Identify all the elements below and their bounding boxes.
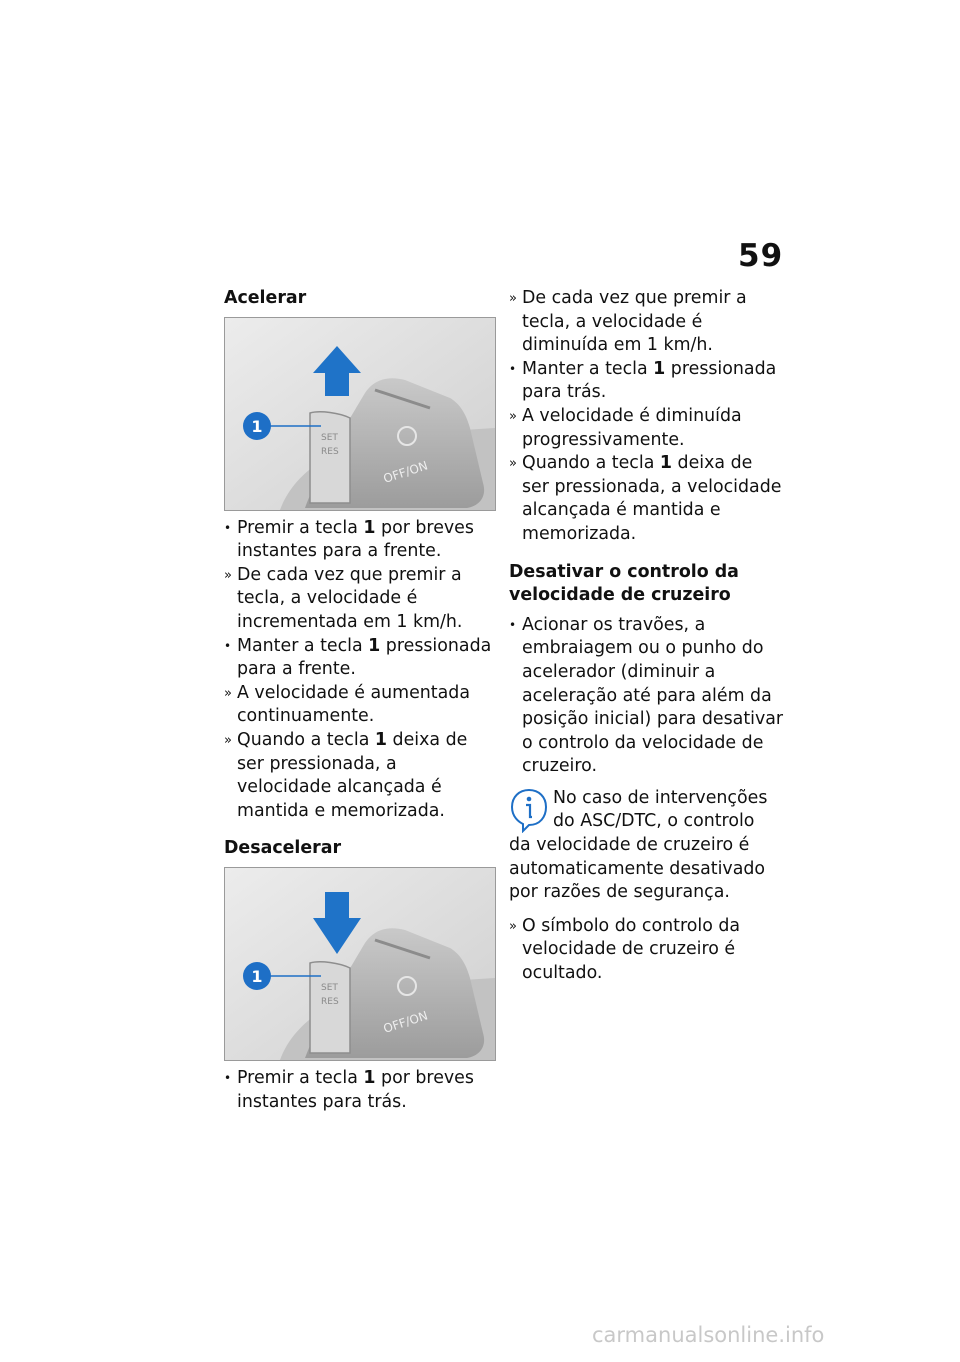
list-item: » De cada vez que premir a tecla, a velocidade é diminuída em 1 km/h. (509, 288, 747, 356)
heading-deactivate: Desativar o controlo da velocidade de cruzeiro (509, 561, 739, 606)
list-item: » A velocidade é diminuída progressivamente. (509, 405, 742, 450)
list-decelerate-continued (509, 287, 784, 547)
watermark: carmanualsonline.info (592, 1323, 825, 1347)
info-icon (509, 787, 549, 833)
list-item: • Premir a tecla 1 por breves instantes para a frente. (224, 517, 474, 562)
res-label: RES (321, 996, 339, 1007)
callout-number: 1 (251, 416, 263, 436)
list-item: • Acionar os travões, a embraiagem ou o punho do acelerador (diminuir a aceleração até para além da posição inicial) para desativar o controlo da velocidade de cruzeiro. (509, 614, 784, 777)
res-label: RES (321, 446, 339, 457)
list-item: • Manter a tecla 1 pressionada para a frente. (224, 635, 492, 680)
list-decelerate (224, 1067, 496, 1114)
set-label: SET (321, 432, 338, 443)
heading-decelerate: Desacelerar (224, 838, 342, 859)
off-on-label: OFF/ON (381, 1008, 430, 1036)
info-note (509, 787, 784, 905)
set-label: SET (321, 982, 338, 993)
list-symbol (509, 915, 784, 986)
list-item: » Quando a tecla 1 deixa de ser pressionada, a velocidade alcançada é mantida e memorizada. (509, 453, 782, 544)
list-item: » De cada vez que premir a tecla, a velocidade é incrementada em 1 km/h. (224, 564, 463, 632)
list-item: » O símbolo do controlo da velocidade de cruzeiro é ocultado. (509, 915, 741, 984)
note-text-rest: da velocidade de cruzeiro é automaticamente desativado por razões de segurança. (509, 835, 766, 903)
list-item: • Premir a tecla 1 por breves instantes para trás. (224, 1067, 474, 1112)
off-on-label: OFF/ON (381, 458, 430, 486)
list-deactivate (509, 614, 784, 779)
list-item: » Quando a tecla 1 deixa de ser pressionada, a velocidade alcançada é mantida e memorizada. (224, 729, 468, 821)
list-item: • Manter a tecla 1 pressionada para trás. (509, 358, 777, 403)
callout-number: 1 (251, 966, 263, 986)
figure-decelerate (224, 867, 496, 1061)
page-number: 59 (738, 238, 784, 274)
list-item: » A velocidade é aumentada continuamente. (224, 682, 470, 727)
heading-accelerate: Acelerar (224, 288, 307, 308)
list-accelerate (224, 517, 496, 824)
figure-accelerate (224, 317, 496, 511)
left-column (224, 287, 496, 1114)
right-column (509, 287, 784, 986)
note-text-first: No caso de intervenções do ASC/DTC, o controlo (553, 787, 768, 832)
